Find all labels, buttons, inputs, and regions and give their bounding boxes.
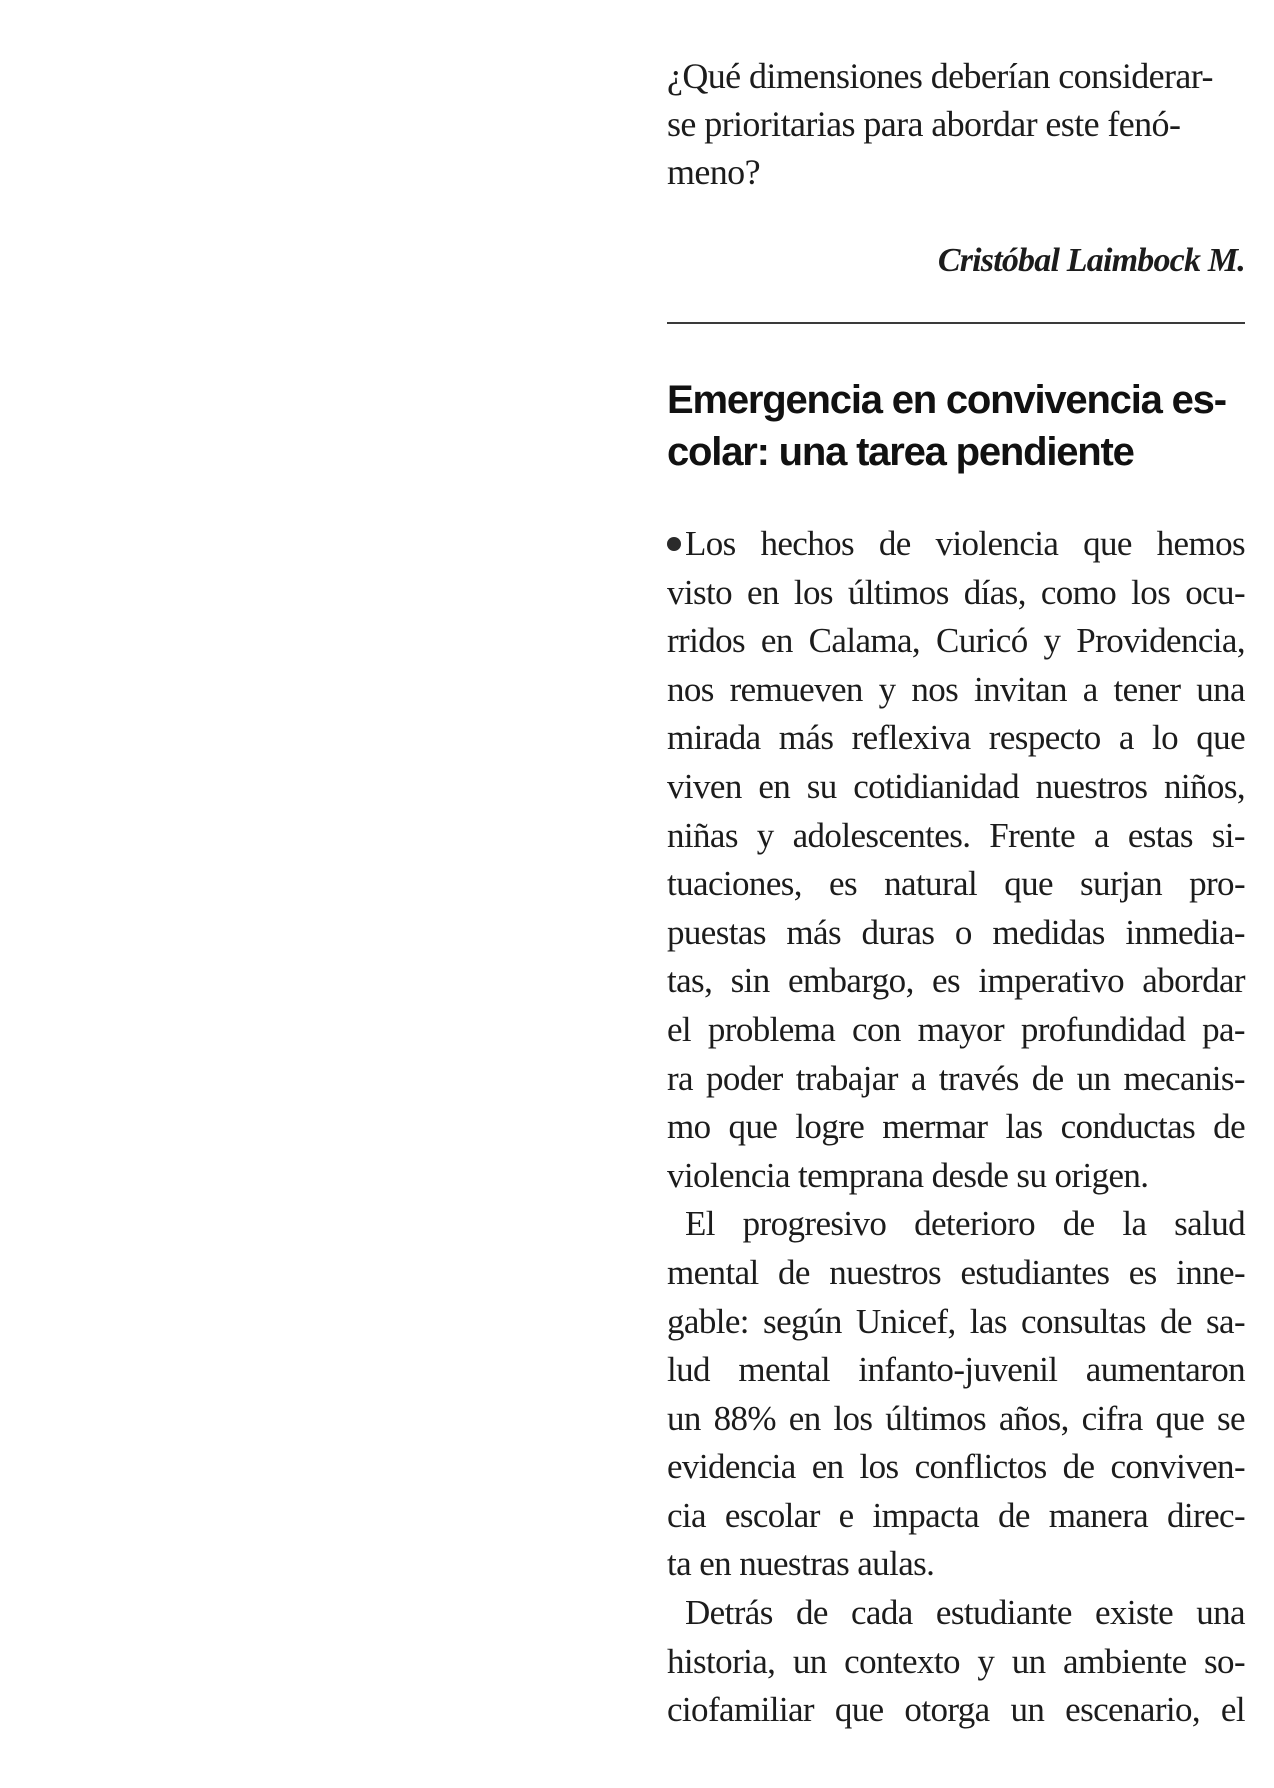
headline-line: colar: una tarea pendiente [667, 430, 1134, 474]
body-line: visto en los últimos días, como los ocu- [667, 572, 1245, 612]
letter-body [667, 520, 1245, 1735]
bullet-icon [667, 537, 681, 551]
body-line: lud mental infanto-juvenil aumentaron [667, 1350, 1245, 1390]
headline-line: Emergencia en convivencia es- [667, 378, 1226, 422]
body-line: historia, un contexto y un ambiente so- [667, 1641, 1245, 1681]
body-line: evidencia en los conflictos de conviven- [667, 1447, 1245, 1487]
article-column [667, 52, 1245, 1735]
intro-line: se prioritarias para abordar este fenó- [667, 104, 1181, 144]
intro-question [667, 52, 1245, 196]
body-line: ciofamiliar que otorga un escenario, el [667, 1690, 1245, 1730]
letter-headline [667, 374, 1245, 478]
intro-line: ¿Qué dimensiones deberían considerar- [667, 56, 1213, 96]
body-line: rridos en Calama, Curicó y Providencia, [667, 621, 1245, 661]
body-line [667, 520, 1245, 569]
body-line: niñas y adolescentes. Frente a estas si- [667, 815, 1245, 855]
section-divider [667, 322, 1245, 324]
intro-line: meno? [667, 152, 760, 192]
body-line: tuaciones, es natural que surjan pro- [667, 864, 1245, 904]
body-line: un 88% en los últimos años, cifra que se [667, 1398, 1245, 1438]
body-line: tas, sin embargo, es imperativo abordar [667, 961, 1245, 1001]
body-line: violencia temprana desde su origen. [667, 1155, 1149, 1195]
body-line: ra poder trabajar a través de un mecanis- [667, 1058, 1245, 1098]
body-line: gable: según Unicef, las consultas de sa- [667, 1301, 1245, 1341]
body-line: el problema con mayor profundidad pa- [667, 1009, 1245, 1049]
body-line: El progresivo deterioro de la salud [685, 1204, 1245, 1244]
body-line-text: Los hechos de violencia que hemos [685, 524, 1245, 563]
body-line: mirada más reflexiva respecto a lo que [667, 718, 1245, 758]
body-line: Detrás de cada estudiante existe una [685, 1593, 1245, 1633]
body-line: puestas más duras o medidas inmedia- [667, 912, 1245, 952]
author-signature: Cristóbal Laimbock M. [937, 242, 1245, 279]
body-line: ta en nuestras aulas. [667, 1544, 935, 1584]
body-line: cia escolar e impacta de manera direc- [667, 1495, 1245, 1535]
body-line: mental de nuestros estudiantes es inne- [667, 1252, 1245, 1292]
body-line: mo que logre mermar las conductas de [667, 1107, 1245, 1147]
body-line: nos remueven y nos invitan a tener una [667, 669, 1245, 709]
body-line: viven en su cotidianidad nuestros niños, [667, 766, 1245, 806]
